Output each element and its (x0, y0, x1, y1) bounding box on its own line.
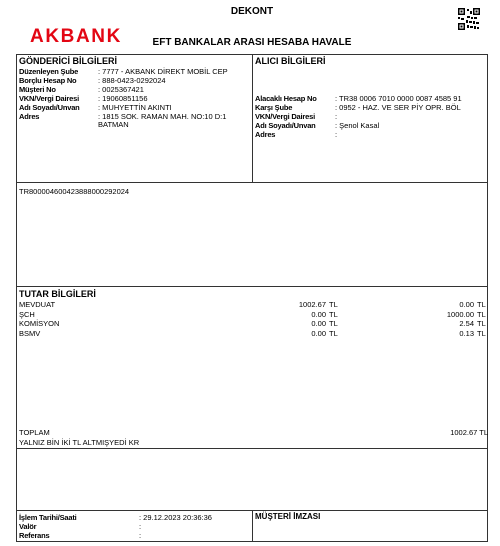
receiver-row-label: VKN/Vergi Dairesi (255, 112, 315, 121)
transaction-row (19, 513, 212, 522)
sender-row-label (19, 120, 98, 129)
transaction-row-value: : (139, 531, 142, 540)
amount-row-value-2: 0.00 (459, 300, 474, 309)
receiver-row-label: Alacaklı Hesap No (255, 94, 317, 103)
sender-row (19, 76, 166, 85)
receiver-row-value: : 0952 - HAZ. VE SER PİY OPR. BÖL (335, 103, 461, 112)
amount-row-currency: TL (329, 300, 338, 309)
sender-row-label: VKN/Vergi Dairesi (19, 94, 79, 103)
party-section-bottom (16, 182, 488, 183)
sender-row (19, 103, 172, 112)
amount-row-currency: TL (329, 319, 338, 328)
party-divider (252, 54, 253, 182)
amount-row-label: KOMİSYON (19, 319, 60, 328)
amount-row-value-2: 1000.00 (446, 309, 474, 319)
total-label: TOPLAM (19, 428, 50, 437)
sender-row-value: : 1815 SOK. RAMAN MAH. NO:10 D:1 (98, 112, 227, 121)
footer-divider (252, 510, 253, 542)
receipt-header (16, 6, 488, 52)
receiver-row-label: Karşı Şube (255, 103, 293, 112)
amount-row-label: ŞCH (19, 309, 35, 319)
reference-line: TR80000460042388800029202​4 (19, 187, 130, 196)
amount-row-label: MEVDUAT (19, 300, 56, 309)
receipt-page (16, 6, 488, 544)
signature-title: MÜŞTERİ İMZASI (255, 512, 321, 521)
amounts-section-top (16, 286, 488, 287)
sender-row (19, 85, 144, 94)
sender-row-value: : 7777 - AKBANK DİREKT MOBİL CEP (98, 67, 228, 76)
amount-row-value: 0.00 (311, 309, 326, 319)
document-subtitle: EFT BANKALAR ARASI HESABA HAVALE (152, 37, 352, 48)
receiver-row (255, 121, 379, 130)
amount-row-currency: TL (329, 328, 338, 338)
amount-row-currency-2: TL (477, 300, 486, 309)
receiver-row (255, 112, 337, 121)
transaction-row (19, 531, 141, 540)
sender-row-value: : 19060851156 (98, 94, 148, 103)
sender-row-value: : 0025367421 (98, 85, 144, 94)
sender-row-label: Adı Soyadı/Unvan (19, 103, 80, 112)
amount-row-value: 1002.67 (298, 300, 326, 309)
sender-row-value: : 888-0423-0292024 (98, 76, 166, 85)
receiver-row (255, 94, 462, 103)
receiver-row (255, 130, 337, 139)
amount-row-value: 0.00 (311, 328, 326, 338)
transaction-row-label: Referans (19, 531, 50, 540)
receiver-row-value: : TR38 0006 7010 0000 0087 4585 91 (335, 94, 462, 103)
amount-row-currency-2: TL (477, 328, 486, 338)
total-value: 1002.67 TL (450, 428, 488, 437)
sender-row-label: Borçlu Hesap No (19, 76, 77, 85)
transaction-row-value: : (139, 522, 142, 531)
amount-row-currency-2: TL (477, 309, 486, 319)
amount-row-currency: TL (329, 309, 338, 319)
amount-in-words: YALNIZ BİN İKİ TL ALTMIŞYEDİ KR (19, 438, 140, 447)
sender-section-title: GÖNDERİCİ BİLGİLERİ (19, 56, 118, 66)
amounts-section-title: TUTAR BİLGİLERİ (19, 289, 96, 299)
amount-row-currency-2: TL (477, 319, 486, 328)
sender-row-value: BATMAN (98, 120, 129, 129)
receiver-row-label: Adres (255, 130, 276, 139)
bank-logo: AKBANK (30, 26, 122, 47)
document-title: DEKONT (230, 6, 274, 17)
receiver-row-label: Adı Soyadı/Unvan (255, 121, 316, 130)
qr-code-icon (458, 8, 480, 30)
amount-row-value-2: 0.13 (459, 328, 474, 338)
transaction-row-label: Valör (19, 522, 37, 531)
amount-row-label: BSMV (19, 328, 41, 338)
words-underline (16, 448, 488, 449)
receiver-row-value: : (335, 130, 338, 139)
transaction-row-value: : 29.12.2023 20:36:36 (139, 513, 212, 522)
sender-row-label: Düzenleyen Şube (19, 67, 79, 76)
amount-row-value: 0.00 (311, 319, 326, 328)
sender-row-label: Müşteri No (19, 85, 56, 94)
sender-row (19, 94, 148, 103)
sender-row-label: Adres (19, 112, 40, 121)
transaction-row-label: İşlem Tarihi/Saati (19, 513, 77, 522)
receiver-section-title: ALICI BİLGİLERİ (255, 56, 326, 66)
sender-row-value: : MUHYETTİN AKINTI (98, 103, 172, 112)
transaction-row (19, 522, 141, 531)
amount-row-value-2: 2.54 (459, 319, 474, 328)
sender-row (19, 120, 129, 129)
sender-row (19, 67, 228, 76)
receiver-row-value: : Şenol Kasal (335, 121, 380, 130)
receiver-row (255, 103, 461, 112)
receiver-row-value: : (335, 112, 338, 121)
